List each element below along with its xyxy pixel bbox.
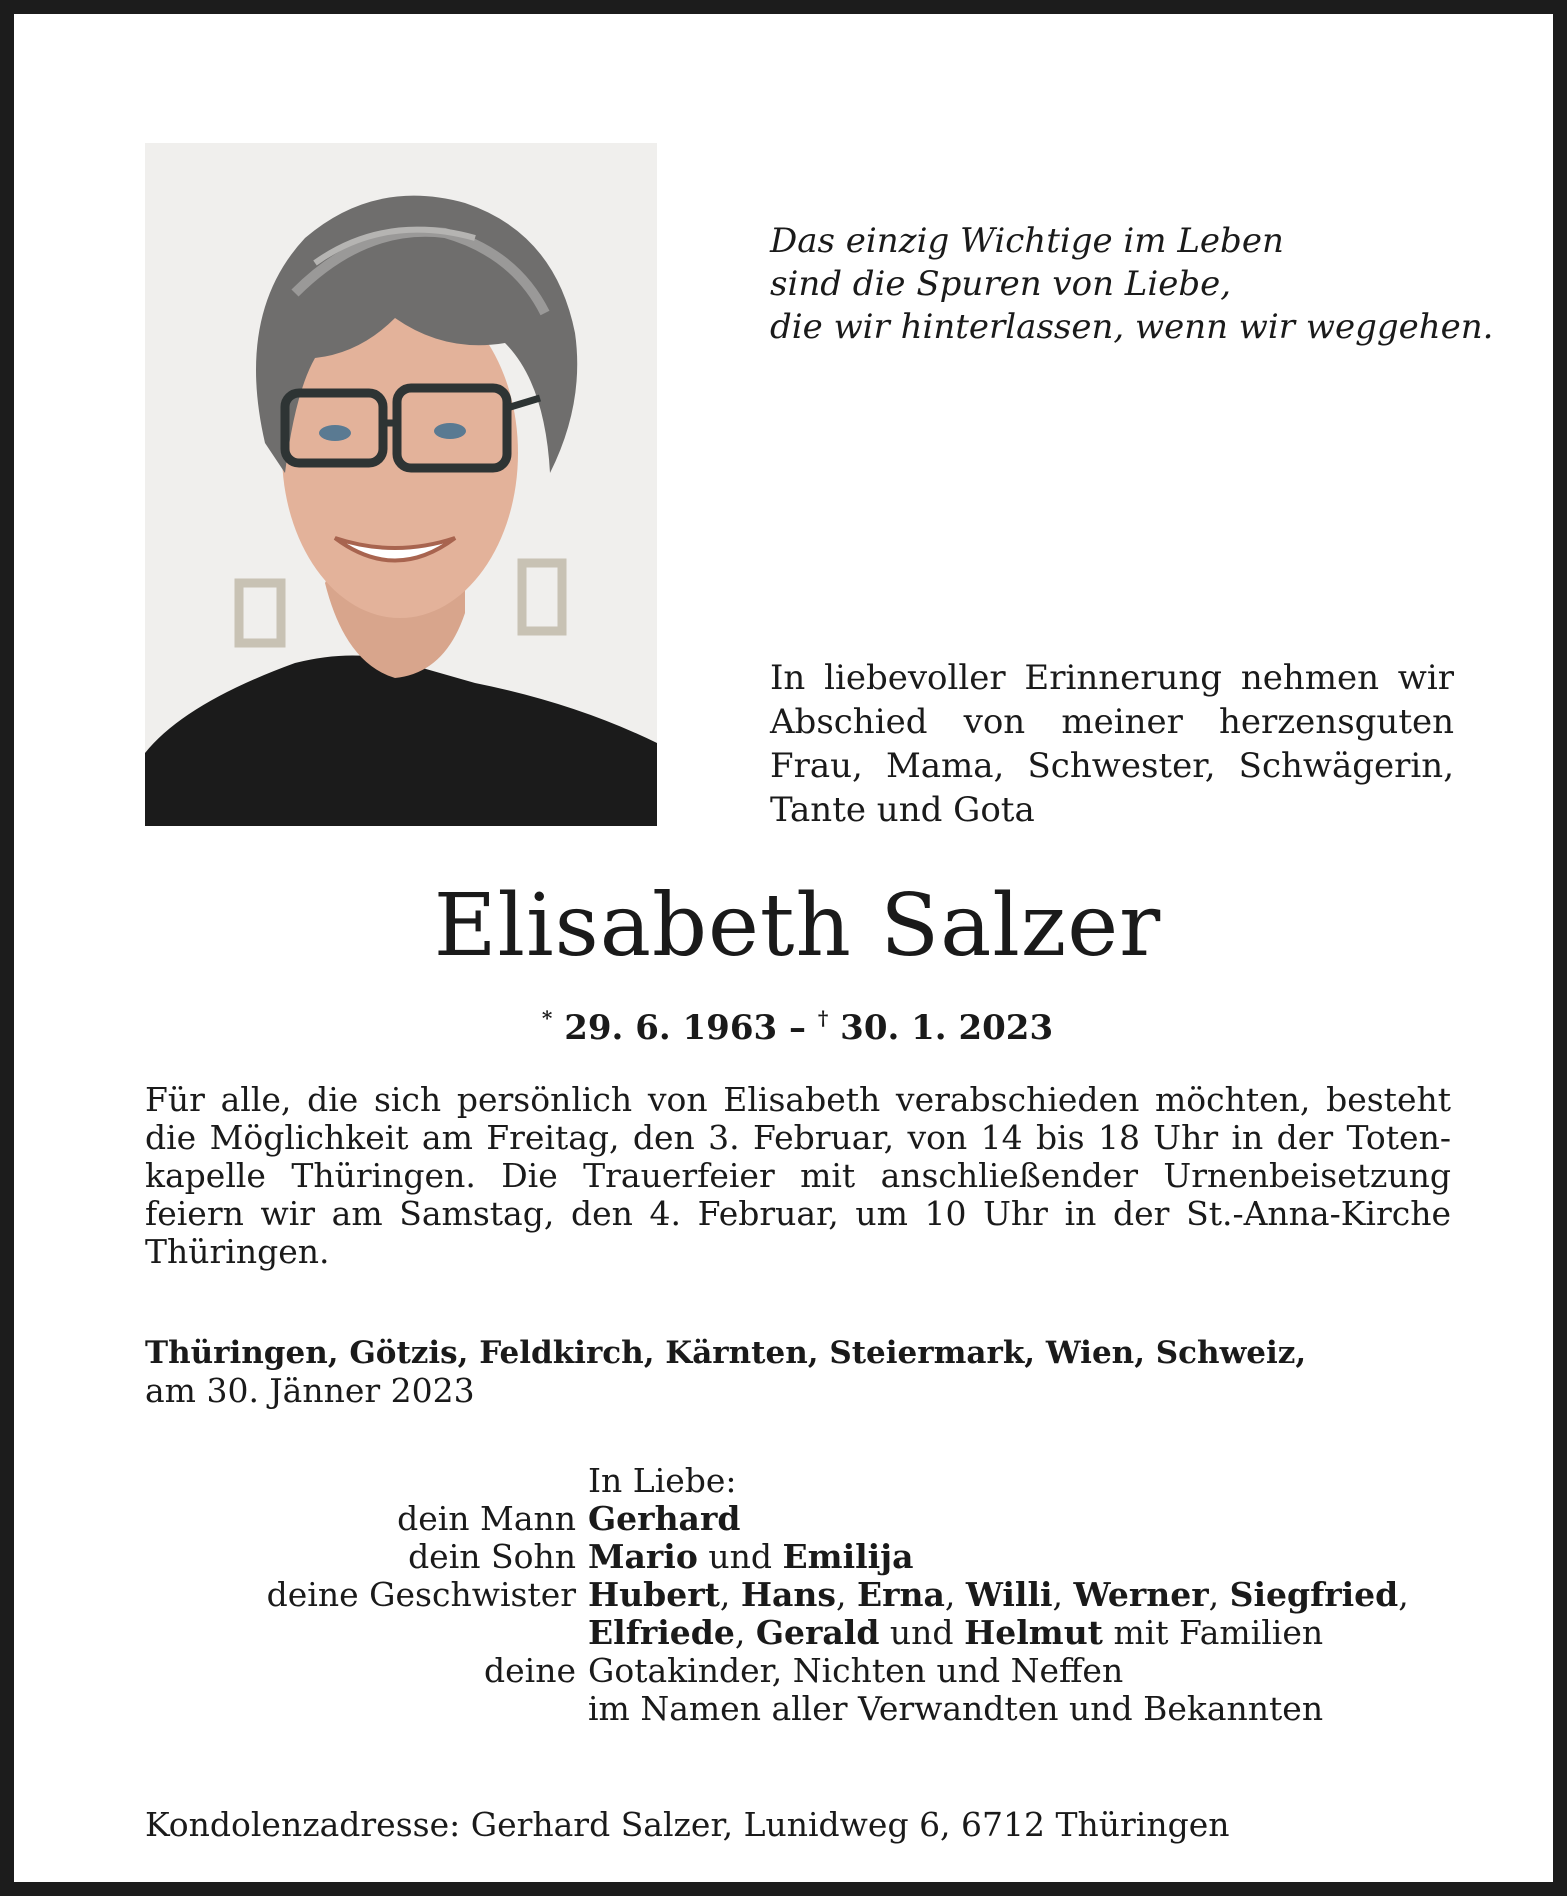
relatives-text: im Namen aller Verwandten und Bekannten [588, 1689, 1324, 1728]
family-heading: In Liebe: [588, 1461, 737, 1500]
sibling-name: Gerald [755, 1613, 880, 1652]
husband-label: dein Mann [397, 1499, 576, 1538]
sibling-name: Helmut [964, 1613, 1103, 1652]
with-families: mit Familien [1113, 1613, 1324, 1652]
family-row [145, 1614, 1485, 1652]
death-symbol: † [817, 1006, 829, 1030]
sibling-name: Willi [965, 1575, 1053, 1614]
life-dates [14, 998, 1567, 1048]
family-label [145, 1462, 588, 1500]
family-row [145, 1462, 1485, 1500]
sibling-name: Hans [740, 1575, 836, 1614]
son-label: dein Sohn [408, 1537, 576, 1576]
funeral-details: Für alle, die sich persönlich von Elisabeth verabschieden möchten, besteht die Möglichkeit am Freitag, den 3. Februar, von 14 bis 18 Uhr in der Totenkapelle Thüringen. Die Trauerfeier mit anschließender Urnenbeisetzung feiern wir am Samstag, den 4. Februar, um 10 Uhr in der St.-Anna-Kirche Thüringen. [145, 1080, 1451, 1271]
family-row [145, 1576, 1485, 1614]
family-label [145, 1690, 588, 1728]
husband-name: Gerhard [588, 1499, 741, 1538]
family-row [145, 1538, 1485, 1576]
family-row [145, 1690, 1485, 1728]
places-list: Thüringen, Götzis, Feldkirch, Kärnten, Steiermark, Wien, Schweiz, [145, 1335, 1307, 1371]
quote-line: die wir hinterlassen, wenn wir weggehen. [770, 307, 1494, 347]
portrait-photo [145, 143, 657, 826]
siblings-line-1: Hubert, Hans, Erna, Willi, Werner, Siegfried, [588, 1575, 1409, 1614]
memorial-quote [770, 220, 1494, 349]
siblings-line-2: Elfriede, Gerald und Helmut mit Familien [588, 1613, 1324, 1652]
condolence-address: Kondolenzadresse: Gerhard Salzer, Lunidweg 6, 6712 Thüringen [145, 1805, 1230, 1844]
quote-line: Das einzig Wichtige im Leben [770, 221, 1284, 261]
conjunction: und [889, 1613, 954, 1652]
deceased-name: Elisabeth Salzer [433, 876, 1162, 976]
birth-symbol: * [541, 1006, 553, 1030]
godchildren-text: Gotakinder, Nichten und Neffen [588, 1651, 1124, 1690]
quote-line: sind die Spuren von Liebe, [770, 264, 1232, 304]
son-name: Mario [588, 1537, 698, 1576]
sibling-name: Werner [1073, 1575, 1209, 1614]
son-partner-name: Emilija [782, 1537, 914, 1576]
birth-date: 29. 6. 1963 [564, 1008, 778, 1048]
conjunction: und [708, 1537, 772, 1576]
intro-text: In liebevoller Erinnerung nehmen wir Abschied von meiner herzensguten Frau, Mama, Schwester, Schwägerin, Tante und Gota [770, 658, 1454, 830]
places-and-date [145, 1334, 1451, 1410]
son-names [588, 1538, 914, 1576]
death-date: 30. 1. 2023 [840, 1008, 1054, 1048]
siblings-label: deine Geschwister [266, 1575, 576, 1614]
notice-date: am 30. Jänner 2023 [145, 1371, 475, 1410]
sibling-name: Hubert [588, 1575, 720, 1614]
sibling-name: Erna [856, 1575, 945, 1614]
sibling-name: Siegfried [1229, 1575, 1399, 1614]
family-list [145, 1462, 1485, 1728]
family-row [145, 1500, 1485, 1538]
date-dash: – [789, 1008, 806, 1048]
sibling-name: Elfriede [588, 1613, 735, 1652]
family-label [145, 1614, 588, 1652]
family-row [145, 1652, 1485, 1690]
portrait-image [145, 143, 657, 826]
godchildren-label: deine [484, 1651, 576, 1690]
